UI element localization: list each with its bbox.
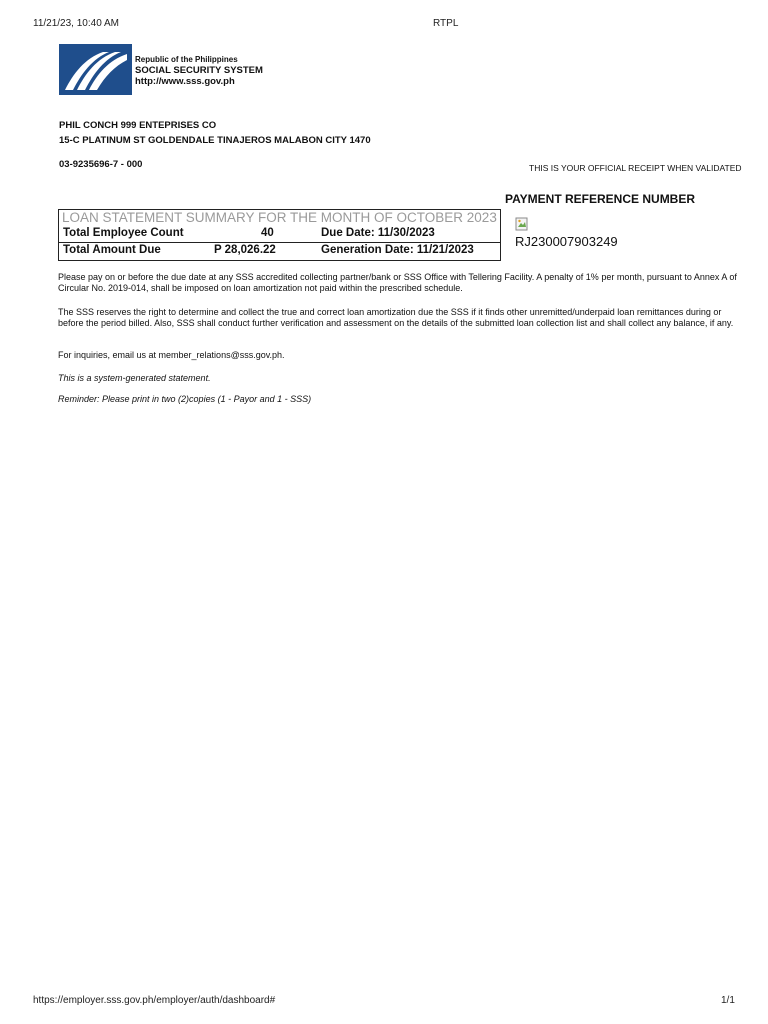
note-inquiries: For inquiries, email us at member_relations@sss.gov.ph. <box>58 350 285 360</box>
employer-number: 03-9235696-7 - 000 <box>59 159 143 170</box>
payment-reference-value: RJ230007903249 <box>515 234 618 249</box>
org-republic: Republic of the Philippines <box>135 55 238 64</box>
generation-date: Generation Date: 11/21/2023 <box>321 244 474 256</box>
payment-reference-label: PAYMENT REFERENCE NUMBER <box>505 192 696 206</box>
employee-count-label: Total Employee Count <box>63 227 184 239</box>
due-date: Due Date: 11/30/2023 <box>321 227 435 239</box>
sss-logo-mark <box>59 44 132 95</box>
print-datetime: 11/21/23, 10:40 AM <box>33 18 119 29</box>
sss-logo <box>59 44 132 95</box>
print-footer-url: https://employer.sss.gov.ph/employer/auth/dashboard# <box>33 995 276 1006</box>
amount-due-label: Total Amount Due <box>63 244 161 256</box>
note-reminder: Reminder: Please print in two (2)copies (1 - Payor and 1 - SSS) <box>58 394 312 404</box>
employer-name: PHIL CONCH 999 ENTEPRISES CO <box>59 120 217 131</box>
note-system-generated: This is a system-generated statement. <box>58 373 211 383</box>
broken-image-icon <box>515 217 529 231</box>
org-block <box>135 54 263 87</box>
note-sss-rights: The SSS reserves the right to determine and collect the true and correct loan amortization due the SSS if it finds other unremitted/underpaid loan remittances during or before the period billed. Also, SSS shall conduct further verification and assessment on the details of the submitted loan collection list and shall collect any balance, if any. <box>58 307 734 328</box>
summary-divider <box>59 242 500 243</box>
employee-count-value: 40 <box>261 227 274 239</box>
receipt-note: THIS IS YOUR OFFICIAL RECEIPT WHEN VALIDATED <box>529 163 742 173</box>
note-payment-penalty: Please pay on or before the due date at any SSS accredited collecting partner/bank or SSS Office with Tellering Facility. A penalty of 1% per month, pursuant to Annex A of Circular No. 2019-014, shall be imposed on loan amortization not paid within the prescribed schedule. <box>58 272 737 293</box>
print-footer-page: 1/1 <box>721 995 735 1006</box>
org-url[interactable]: http://www.sss.gov.ph <box>135 76 235 87</box>
amount-due-value: P 28,026.22 <box>214 244 276 256</box>
org-system: SOCIAL SECURITY SYSTEM <box>135 65 263 76</box>
loan-summary-box <box>58 209 501 261</box>
print-title: RTPL <box>433 18 459 29</box>
summary-title: LOAN STATEMENT SUMMARY FOR THE MONTH OF OCTOBER 2023 <box>62 210 497 225</box>
employer-address: 15-C PLATINUM ST GOLDENDALE TINAJEROS MALABON CITY 1470 <box>59 135 371 146</box>
